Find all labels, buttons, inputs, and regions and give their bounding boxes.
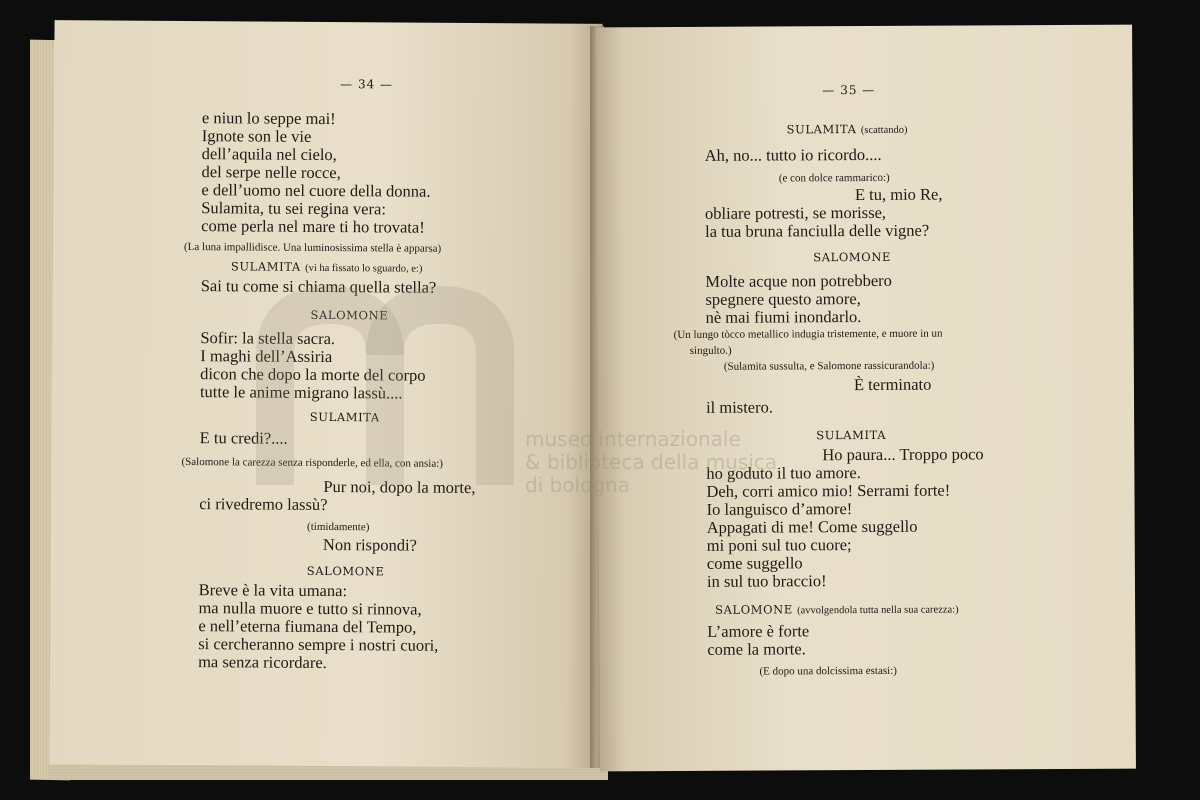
verse-line: si cercheranno sempre i nostri cuori,: [198, 634, 439, 655]
stage-direction: (timidamente): [307, 520, 370, 534]
stage-direction: (e con dolce rammarico:): [778, 171, 890, 185]
verse-line: e niun lo seppe mai!: [201, 108, 336, 129]
verse-line: E tu, mio Re,: [854, 184, 943, 205]
speaker-name: SALOMONE (avvolgendola tutta nella sua carezza:): [715, 602, 959, 617]
verse-line: E tu credi?....: [199, 428, 288, 448]
verse-line: dicon che dopo la morte del corpo: [200, 364, 426, 385]
verse-line: Ah, no... tutto io ricordo....: [704, 144, 882, 165]
verse-line: mi poni sul tuo cuore;: [706, 535, 852, 555]
stage-direction: (La luna impallidisce. Una luminosissima stella è apparsa): [183, 241, 442, 255]
verse-line: Io languisco d’amore!: [706, 499, 853, 519]
verse-line: come suggello: [706, 553, 803, 573]
verse-line: I maghi dell’Assiria: [200, 346, 333, 367]
speaker-name: SULAMITA: [309, 409, 380, 425]
stage-direction: (Sulamita sussulta, e Salomone rassicurandola:): [723, 359, 935, 373]
watermark-line: & biblioteca della musica: [525, 450, 778, 474]
speaker-name: SALOMONE: [813, 249, 892, 265]
verse-line: in sul tuo braccio!: [706, 571, 827, 591]
verse-line: e dell’uomo nel cuore della donna.: [201, 180, 431, 201]
verse-line: È terminato: [853, 374, 932, 395]
verse-line: tutte le anime migrano lassù....: [199, 382, 403, 403]
verse-line: la tua bruna fanciulla delle vigne?: [705, 220, 930, 241]
speaker-name: SULAMITA (scattando): [786, 122, 908, 137]
verse-line: Deh, corri amico mio! Serrami forte!: [706, 480, 951, 501]
verse-line: L’amore è forte: [707, 621, 810, 641]
speaker-name: SULAMITA (vi ha fissato lo sguardo, e:): [230, 259, 423, 275]
stage-direction: (avvolgendola tutta nella sua carezza:): [797, 604, 959, 617]
stage-direction: (Un lungo tòcco metallico indugia tristemente, e muore in un: [673, 327, 943, 342]
verse-line: come perla nel mare ti ho trovata!: [201, 216, 425, 237]
verse-line: del serpe nelle rocce,: [201, 162, 341, 183]
verse-line: Ho paura... Troppo poco: [822, 444, 984, 465]
verse-line: e nell’eterna fiumana del Tempo,: [198, 616, 417, 637]
stage-direction: singulto.): [689, 344, 732, 357]
verse-line: obliare potresti, se morisse,: [704, 202, 887, 223]
speaker-name: SALOMONE: [306, 563, 385, 579]
verse-line: ma senza ricordare.: [198, 652, 327, 673]
watermark-line: di bologna: [525, 473, 630, 497]
verse-line: spegnere questo amore,: [705, 289, 861, 309]
verse-line: ci rivedremo lassù?: [199, 494, 328, 515]
stage-direction: (E dopo una dolcissima estasi:): [759, 664, 897, 678]
watermark-line: museo internazionale: [525, 427, 741, 451]
verse-line: Appagati di me! Come suggello: [706, 516, 918, 537]
verse-line: Breve è la vita umana:: [198, 580, 348, 601]
verse-line: come la morte.: [707, 639, 806, 659]
stage-direction: (Salomone la carezza senza risponderle, ed ella, con ansia:): [181, 455, 443, 470]
verse-line: Sai tu come si chiama quella stella?: [200, 276, 437, 297]
verse-line: ho goduto il tuo amore.: [706, 463, 861, 483]
speaker-name: SULAMITA: [816, 427, 887, 443]
verse-line: Sulamita, tu sei regina vera:: [201, 198, 387, 219]
verse-line: Sofir: la stella sacra.: [200, 328, 336, 349]
verse-line: Molte acque non potrebbero: [705, 270, 892, 291]
stage-direction: (scattando): [860, 124, 908, 137]
verse-line: dell’aquila nel cielo,: [201, 144, 337, 165]
right-page: [596, 25, 1136, 772]
verse-line: il mistero.: [705, 397, 774, 417]
speaker-name: SALOMONE: [310, 307, 389, 323]
stage-direction: (vi ha fissato lo sguardo, e:): [305, 262, 423, 275]
verse-line: Non rispondi?: [322, 534, 417, 555]
verse-line: ma nulla muore e tutto si rinnova,: [198, 598, 422, 619]
verse-line: Ignote son le vie: [201, 126, 312, 146]
page-number-left: — 34 —: [340, 77, 394, 92]
verse-line: Pur noi, dopo la morte,: [323, 476, 476, 498]
verse-line: nè mai fiumi inondarlo.: [705, 307, 862, 327]
page-number-right: — 35 —: [822, 82, 876, 98]
left-page: [49, 20, 602, 768]
